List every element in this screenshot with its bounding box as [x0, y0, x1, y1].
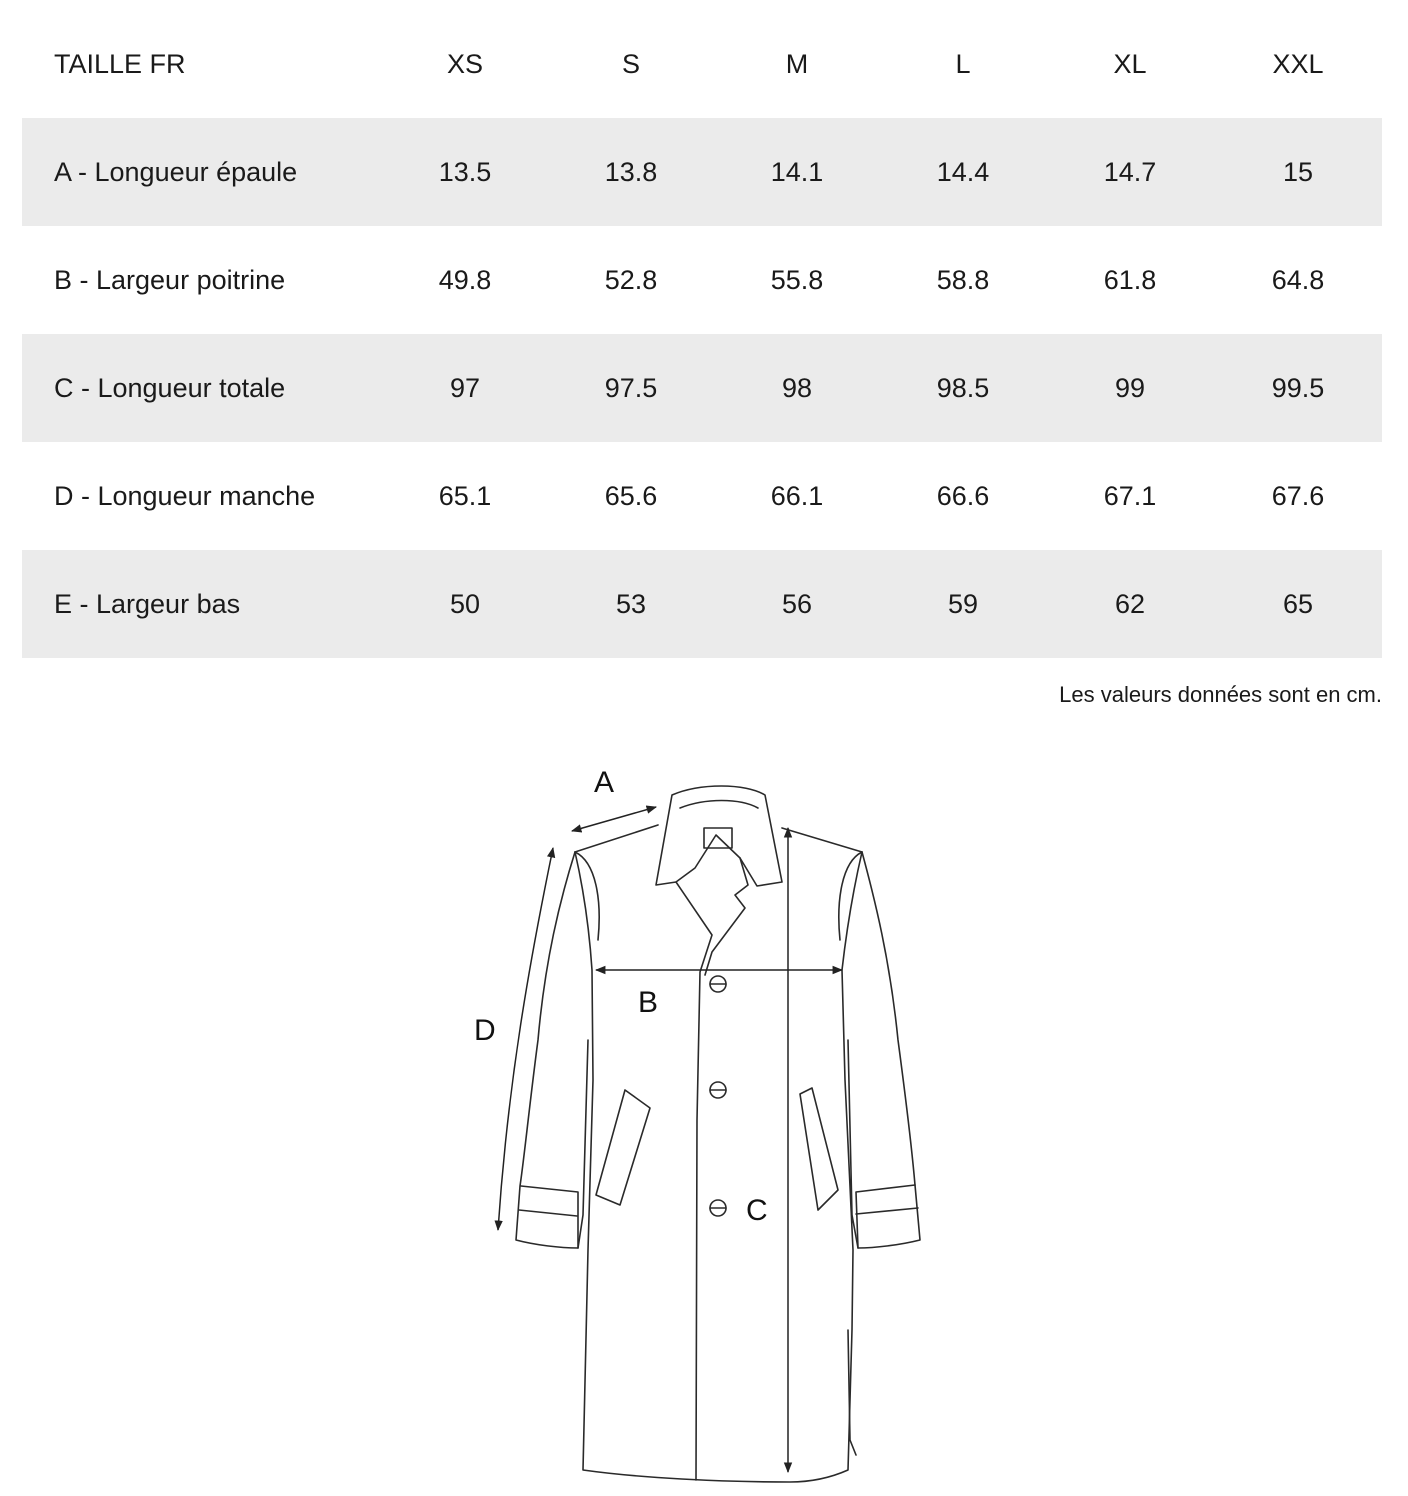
table-cell: 14.7	[1103, 156, 1157, 187]
unit-note: Les valeurs données sont en cm.	[1059, 682, 1382, 707]
table-cell: 50	[449, 588, 481, 619]
table-row	[22, 442, 1382, 550]
sleeve-arrow	[498, 848, 553, 1230]
table-cell: 67.6	[1271, 480, 1325, 511]
table-cell: 64.8	[1271, 264, 1325, 295]
table-cell: 66.1	[770, 480, 824, 511]
table-cell: 59	[947, 588, 979, 619]
table-cell: 14.1	[770, 156, 824, 187]
table-cell: 13.5	[438, 156, 492, 187]
row-label: C - Longueur totale	[54, 372, 286, 403]
left-pocket	[596, 1090, 650, 1205]
table-cell: 67.1	[1103, 480, 1157, 511]
table-cell: 62	[1114, 588, 1146, 619]
table-cell: 55.8	[770, 264, 824, 295]
table-cell: 56	[781, 588, 813, 619]
table-cell: 15	[1282, 156, 1314, 187]
header-size-xl: XL	[1113, 48, 1147, 79]
table-cell: 98	[781, 372, 813, 403]
coat-body-outline	[575, 825, 862, 1482]
label-b: B	[638, 986, 659, 1019]
table-cell: 13.8	[604, 156, 658, 187]
table-row	[22, 550, 1382, 658]
header-size-xxl: XXL	[1272, 48, 1324, 79]
table-cell: 65.1	[438, 480, 492, 511]
right-pocket	[800, 1088, 838, 1210]
table-cell: 97	[449, 372, 481, 403]
header-label: TAILLE FR	[54, 48, 186, 79]
table-cell: 66.6	[936, 480, 990, 511]
table-row	[22, 118, 1382, 226]
label-c: C	[746, 1194, 768, 1227]
header-size-xs: XS	[446, 48, 484, 79]
header-size-m: M	[785, 48, 809, 79]
table-cell: 61.8	[1103, 264, 1157, 295]
coat-measurement-diagram	[440, 750, 960, 1490]
table-cell: 99.5	[1271, 372, 1325, 403]
table-header-row	[22, 10, 1382, 118]
row-label: B - Largeur poitrine	[54, 264, 286, 295]
row-label: E - Largeur bas	[54, 588, 241, 619]
label-a: A	[594, 766, 615, 799]
row-label: A - Longueur épaule	[54, 156, 298, 187]
table-cell: 99	[1114, 372, 1146, 403]
coat-illustration	[440, 750, 960, 1490]
table-cell: 53	[615, 588, 647, 619]
table-row	[22, 334, 1382, 442]
table-cell: 65	[1282, 588, 1314, 619]
table-cell: 49.8	[438, 264, 492, 295]
table-cell: 65.6	[604, 480, 658, 511]
table-cell: 58.8	[936, 264, 990, 295]
table-cell: 97.5	[604, 372, 658, 403]
label-d: D	[474, 1014, 496, 1047]
header-size-l: L	[955, 48, 971, 79]
size-table	[22, 10, 1382, 658]
table-cell: 52.8	[604, 264, 658, 295]
table-cell: 98.5	[936, 372, 990, 403]
shoulder-arrow	[572, 807, 656, 831]
table-cell: 14.4	[936, 156, 990, 187]
row-label: D - Longueur manche	[54, 480, 316, 511]
header-size-s: S	[621, 48, 640, 79]
table-row	[22, 226, 1382, 334]
